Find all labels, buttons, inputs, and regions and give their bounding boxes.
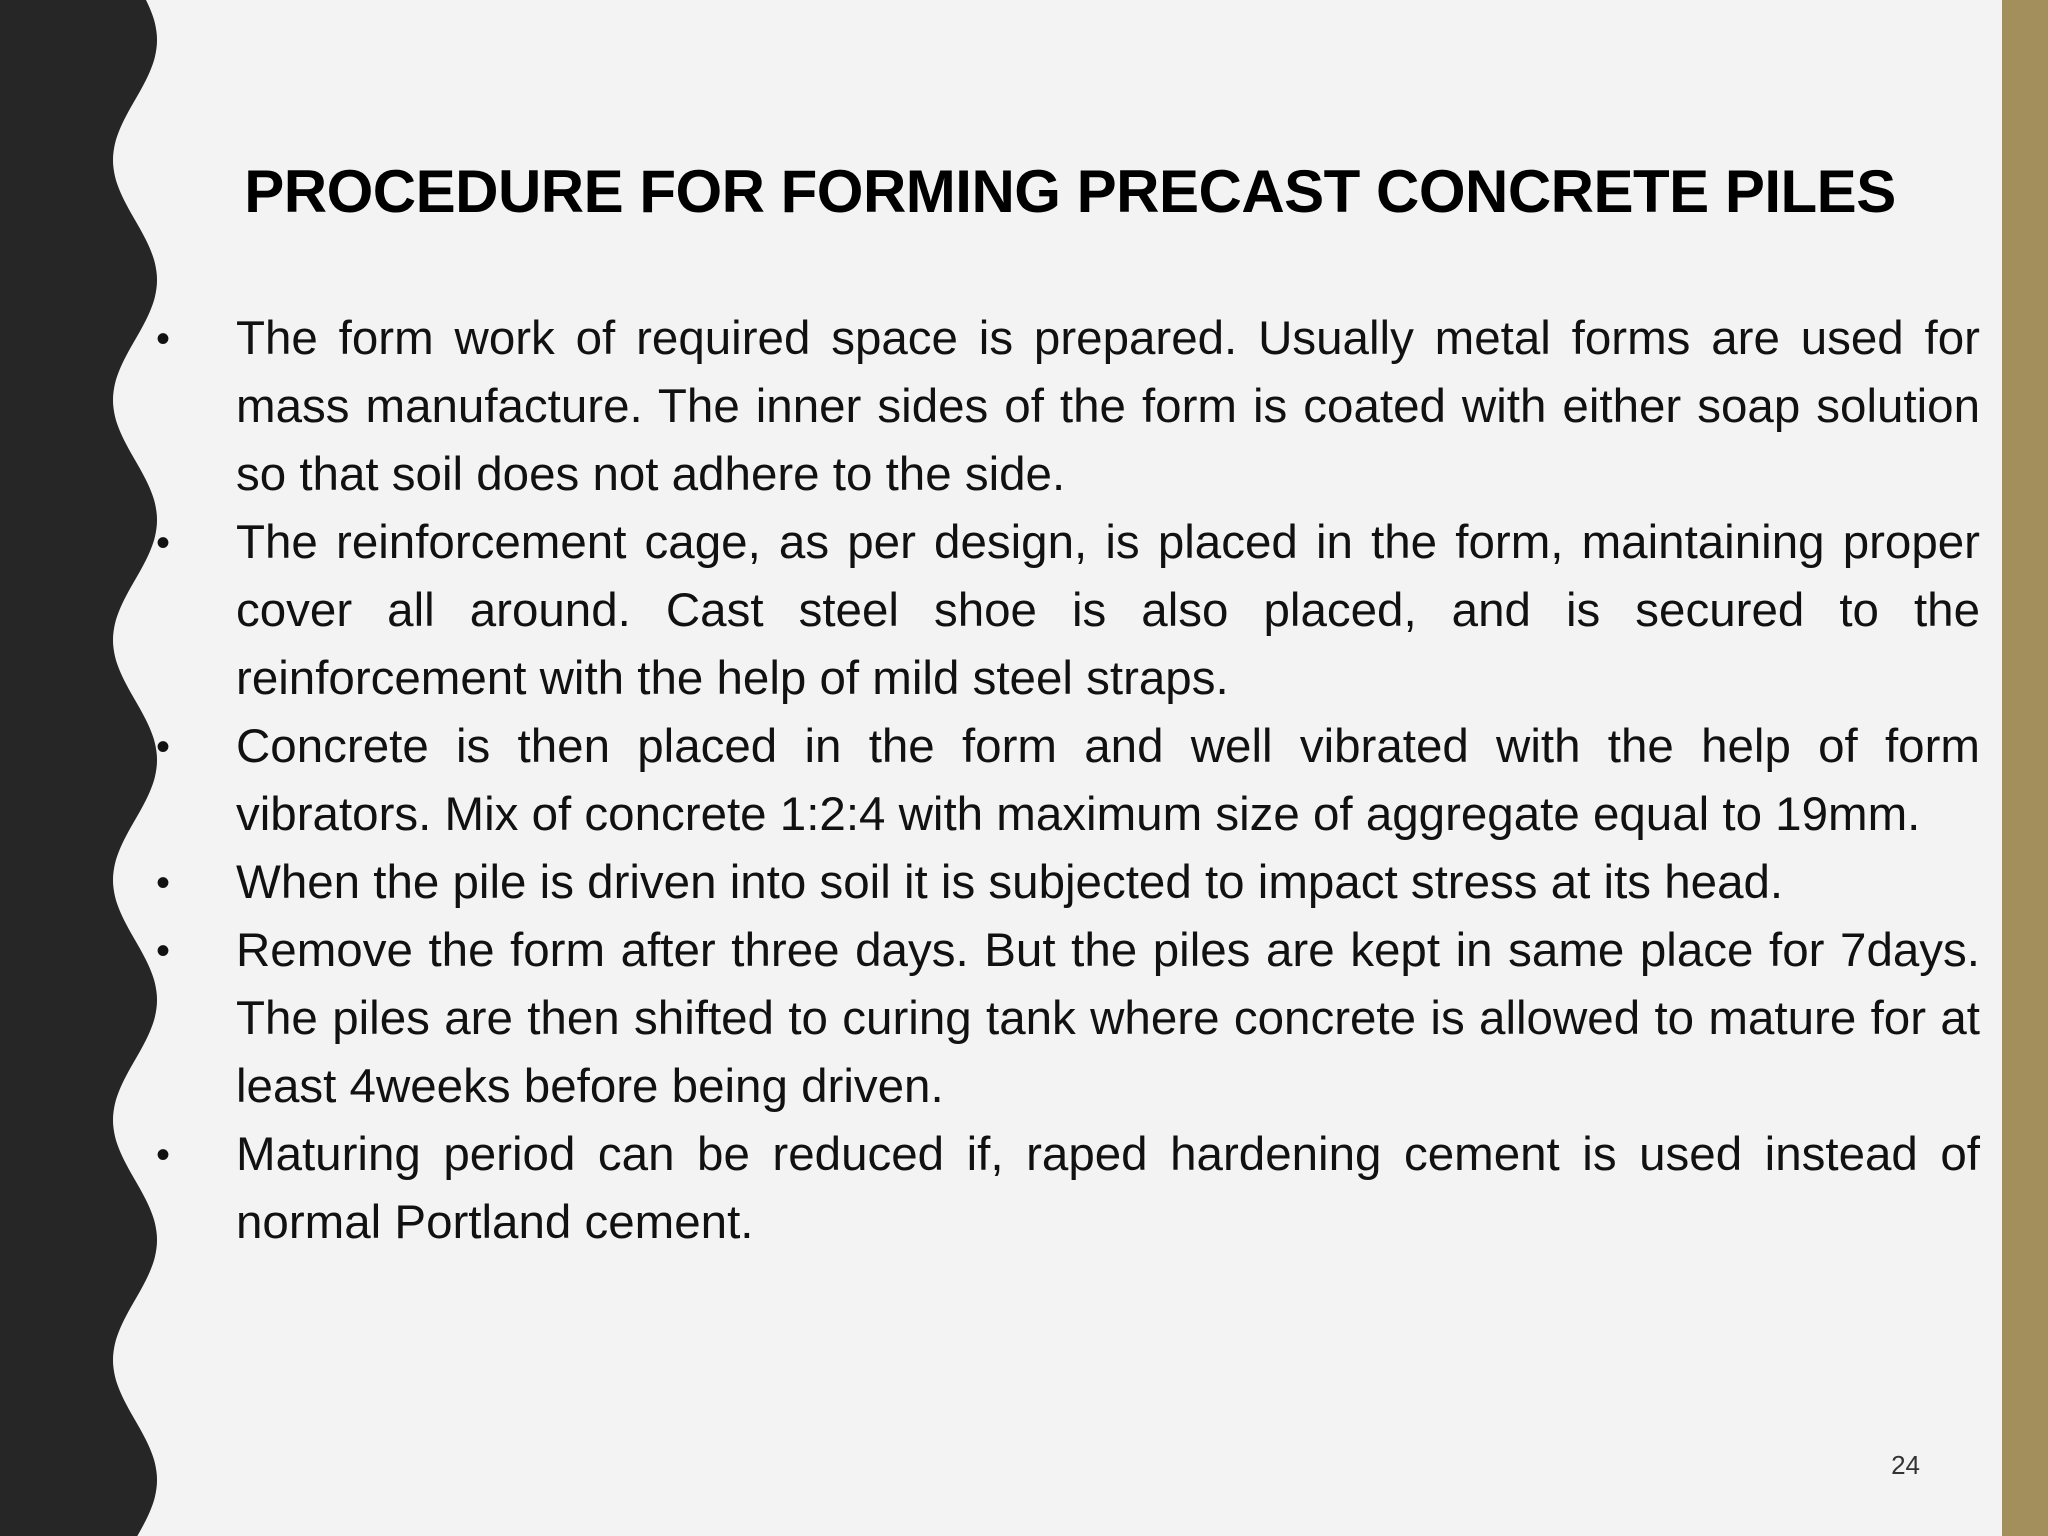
decorative-wave-band (0, 0, 170, 1536)
slide-title: PROCEDURE FOR FORMING PRECAST CONCRETE PILES (244, 158, 1896, 225)
bullet-dot-icon: • (156, 725, 171, 769)
bullet-item (150, 509, 1980, 713)
bullet-dot-icon: • (156, 521, 171, 565)
bullet-item (150, 1121, 1980, 1257)
bullet-dot-icon: • (156, 317, 171, 361)
bullet-text: The form work of required space is prepared. Usually metal forms are used for mass manufacture. The inner sides of the form is coated with either soap solution so that soil does not adhere to the side. (236, 312, 1980, 501)
bullet-text: Remove the form after three days. But the piles are kept in same place for 7days. The piles are then shifted to curing tank where concrete is allowed to mature for at least 4weeks before being driven. (236, 924, 1980, 1113)
bullet-text: The reinforcement cage, as per design, is placed in the form, maintaining proper cover all around. Cast steel shoe is also placed, and is secured to the reinforcement with the help of mild steel straps. (236, 516, 1980, 705)
bullet-item (150, 305, 1980, 509)
gold-accent-bar (2002, 0, 2048, 1536)
bullet-dot-icon: • (156, 861, 171, 905)
bullet-item (150, 849, 1980, 917)
bullet-text: Concrete is then placed in the form and well vibrated with the help of form vibrators. Mix of concrete 1:2:4 with maximum size of aggregate equal to 19mm. (236, 720, 1980, 841)
bullet-list (150, 305, 1980, 1257)
bullet-item (150, 917, 1980, 1121)
bullet-text: When the pile is driven into soil it is subjected to impact stress at its head. (236, 856, 1784, 909)
bullet-dot-icon: • (156, 929, 171, 973)
bullet-dot-icon: • (156, 1133, 171, 1177)
page-number: 24 (1891, 1450, 1920, 1480)
bullet-text: Maturing period can be reduced if, raped hardening cement is used instead of normal Portland cement. (236, 1128, 1980, 1249)
bullet-item (150, 713, 1980, 849)
